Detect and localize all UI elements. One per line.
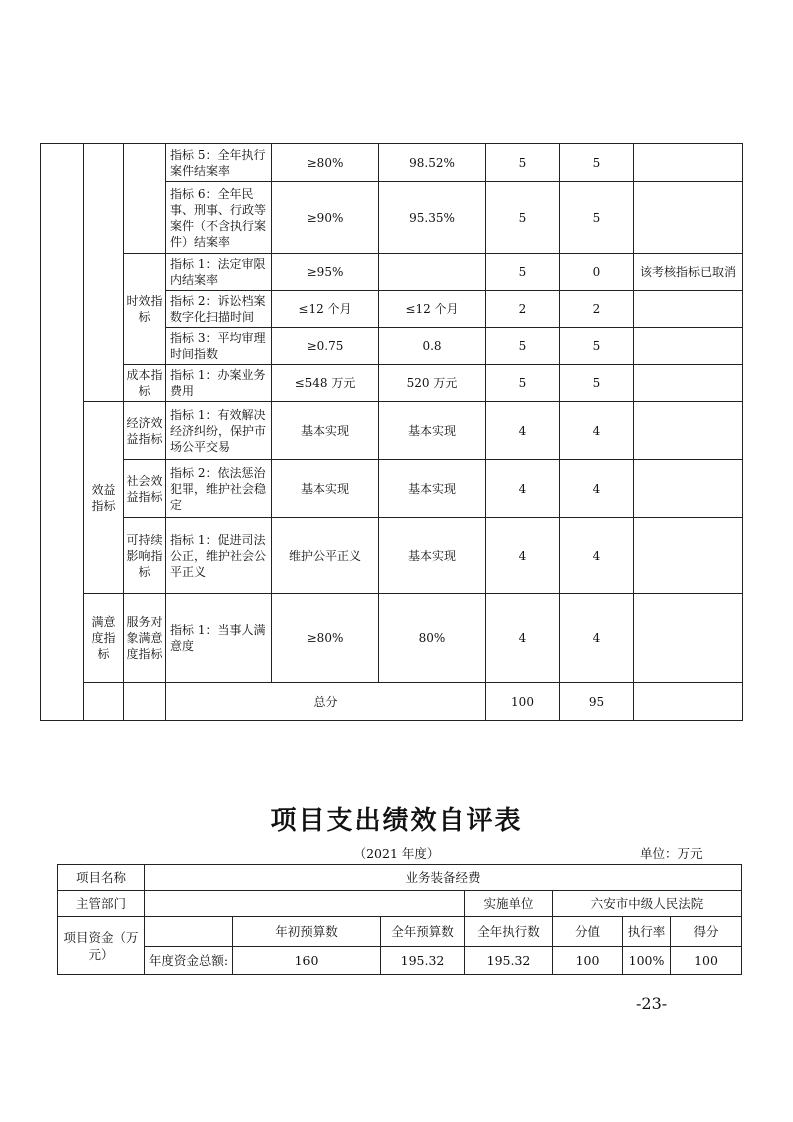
actual-cell: 0.8 [379,328,486,365]
table-row [41,518,743,594]
weight-cell: 5 [486,254,560,291]
performance-indicator-table [40,143,743,721]
note-cell: 该考核指标已取消 [634,254,743,291]
target-cell: ≤548 万元 [272,365,379,402]
indicator-cell: 指标 3：平均审理时间指数 [166,328,272,365]
actual-cell: 520 万元 [379,365,486,402]
actual-cell [379,254,486,291]
table-row [41,254,743,291]
empty-cell [84,683,124,721]
table-row [41,460,743,518]
total-funds-label: 年度资金总额: [145,947,233,975]
note-cell [634,594,743,683]
exec-rate-value: 100% [623,947,671,975]
table-row [41,594,743,683]
weight-cell: 4 [486,518,560,594]
target-cell: 基本实现 [272,402,379,460]
dept-value [145,891,465,917]
target-cell: ≤12 个月 [272,291,379,328]
annual-budget-value: 195.32 [381,947,465,975]
sub-category-cell: 经济效益指标 [124,402,166,460]
impl-value: 六安市中级人民法院 [553,891,742,917]
note-cell [634,460,743,518]
weight-cell: 5 [486,365,560,402]
total-weight: 100 [486,683,560,721]
indicator-cell: 指标 6：全年民事、刑事、行政等案件（不含执行案件）结案率 [166,182,272,254]
indicator-cell: 指标 2：依法惩治犯罪，维护社会稳定 [166,460,272,518]
weight-cell: 4 [486,594,560,683]
note-cell [634,182,743,254]
target-cell: ≥90% [272,182,379,254]
weight-value: 100 [553,947,623,975]
executed-value: 195.32 [465,947,553,975]
score-cell: 4 [560,518,634,594]
form-unit: 单位：万元 [640,846,703,861]
sub-category-cell [124,144,166,254]
actual-cell: ≤12 个月 [379,291,486,328]
sub-category-cell: 服务对象满意度指标 [124,594,166,683]
table-row [41,144,743,182]
weight-cell: 4 [486,460,560,518]
header-annual-budget: 全年预算数 [381,917,465,947]
empty-cell [634,683,743,721]
project-name-label: 项目名称 [58,865,145,891]
self-evaluation-table [57,864,742,975]
target-cell: 基本实现 [272,460,379,518]
table-row [58,917,742,947]
score-cell: 2 [560,291,634,328]
score-value: 100 [671,947,742,975]
weight-cell: 2 [486,291,560,328]
weight-cell: 5 [486,328,560,365]
target-cell: 维护公平正义 [272,518,379,594]
score-cell: 4 [560,460,634,518]
indicator-cell: 指标 5：全年执行案件结案率 [166,144,272,182]
header-executed: 全年执行数 [465,917,553,947]
initial-budget-value: 160 [233,947,381,975]
weight-cell: 5 [486,144,560,182]
note-cell [634,402,743,460]
indicator-cell: 指标 1：法定审限内结案率 [166,254,272,291]
level1-cell [41,144,84,721]
table-row [41,402,743,460]
total-row [41,683,743,721]
weight-cell: 4 [486,402,560,460]
indicator-cell: 指标 1：促进司法公正，维护社会公平正义 [166,518,272,594]
sub-category-cell: 社会效益指标 [124,460,166,518]
sub-category-cell: 时效指标 [124,254,166,365]
sub-category-cell: 成本指标 [124,365,166,402]
target-cell: ≥95% [272,254,379,291]
actual-cell: 98.52% [379,144,486,182]
header-initial-budget: 年初预算数 [233,917,381,947]
score-cell: 0 [560,254,634,291]
page-number: -23- [636,994,668,1013]
note-cell [634,291,743,328]
category-cell: 满意度指标 [84,594,124,683]
indicator-cell: 指标 1：当事人满意度 [166,594,272,683]
category-cell: 效益指标 [84,402,124,594]
score-cell: 5 [560,328,634,365]
actual-cell: 80% [379,594,486,683]
weight-cell: 5 [486,182,560,254]
score-cell: 5 [560,182,634,254]
total-score: 95 [560,683,634,721]
level2-cell [84,144,124,402]
header-score: 得分 [671,917,742,947]
header-exec-rate: 执行率 [623,917,671,947]
target-cell: ≥80% [272,144,379,182]
note-cell [634,144,743,182]
score-cell: 5 [560,144,634,182]
empty-cell [145,917,233,947]
impl-label: 实施单位 [465,891,553,917]
project-name-value: 业务装备经费 [145,865,742,891]
funds-label: 项目资金（万元） [58,917,145,975]
form-year: （2021 年度） [353,846,440,861]
total-label: 总分 [166,683,486,721]
indicator-cell: 指标 1：有效解决经济纠纷，保护市场公平交易 [166,402,272,460]
actual-cell: 基本实现 [379,460,486,518]
score-cell: 4 [560,594,634,683]
note-cell [634,365,743,402]
note-cell [634,328,743,365]
note-cell [634,518,743,594]
header-weight: 分值 [553,917,623,947]
indicator-cell: 指标 1：办案业务费用 [166,365,272,402]
indicator-cell: 指标 2：诉讼档案数字化扫描时间 [166,291,272,328]
score-cell: 4 [560,402,634,460]
actual-cell: 基本实现 [379,518,486,594]
actual-cell: 95.35% [379,182,486,254]
target-cell: ≥80% [272,594,379,683]
table-row [58,947,742,975]
score-cell: 5 [560,365,634,402]
table-row [58,891,742,917]
empty-cell [124,683,166,721]
sub-category-cell: 可持续影响指标 [124,518,166,594]
dept-label: 主管部门 [58,891,145,917]
form-title: 项目支出绩效自评表 [270,806,523,836]
table-row [41,365,743,402]
actual-cell: 基本实现 [379,402,486,460]
target-cell: ≥0.75 [272,328,379,365]
table-row [58,865,742,891]
